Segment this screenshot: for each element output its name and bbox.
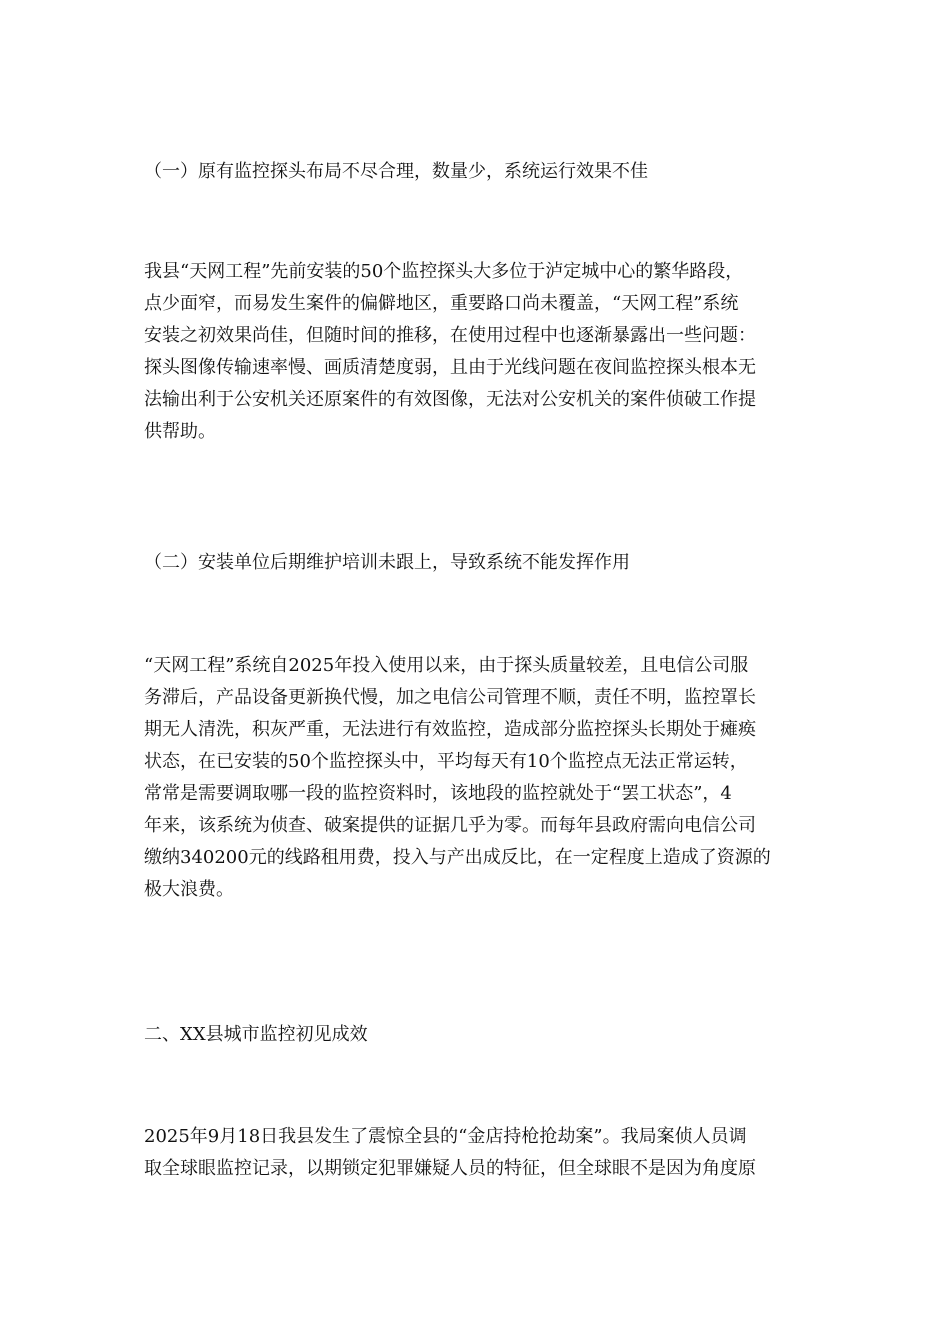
section-heading: （二）安装单位后期维护培训未跟上，导致系统不能发挥作用 [144, 552, 630, 573]
section-heading: （一）原有监控探头布局不尽合理，数量少，系统运行效果不佳 [144, 161, 648, 182]
section-paragraph: 我县“天网工程”先前安装的50个监控探头大多位于泸定城中心的繁华路段， 点少面窄，而易发生案件的偏僻地区，重要路口尚未覆盖，“天网工程”系统 安装之初效果尚佳，但随时间的推移，在使用过程中也逐渐暴露出一些问题： 探头图像传输速率慢、画质清楚度弱，且由于光线问题在夜间监控探头根本无 法输出利于公安机关还原案件的有效图像，无法对公安机关的案件侦破工作提 供帮助。 [144, 261, 756, 442]
section-heading: 二、XX县城市监控初见成效 [144, 1024, 368, 1045]
section-paragraph: “天网工程”系统自2025年投入使用以来，由于探头质量较差，且电信公司服 务滞后，产品设备更新换代慢，加之电信公司管理不顺，责任不明，监控罩长 期无人清洗，积灰严重，无法进行有效监控，造成部分监控探头长期处于瘫痪 状态，在已安装的50个监控探头中，平均每天有10个监控点无法正常运转， 常常是需要调取哪一段的监控资料时，该地段的监控就处于“罢工状态”，4 年来，该系统为侦查、破案提供的证据几乎为零。而每年县政府需向电信公司 缴纳340200元的线路租用费，投入与产出成反比，在一定程度上造成了资源的 极大浪费。 [144, 655, 771, 900]
section-paragraph: 2025年9月18日我县发生了震惊全县的“金店持枪抢劫案”。我局案侦人员调 取全球眼监控记录，以期锁定犯罪嫌疑人员的特征，但全球眼不是因为角度原 [144, 1126, 756, 1179]
